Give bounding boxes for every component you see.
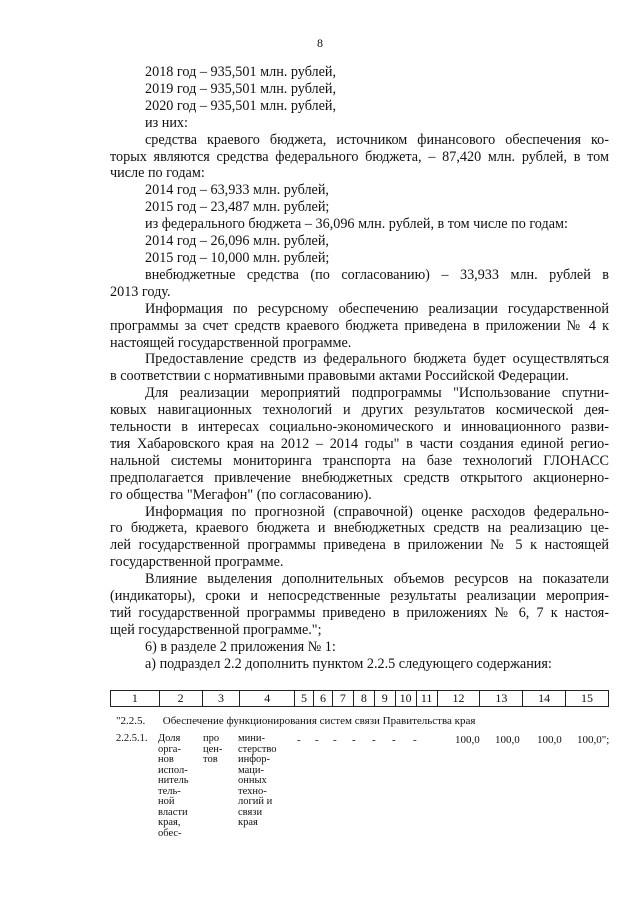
text-line: 2020 год – 935,501 млн. рублей,: [145, 97, 337, 114]
header-cell: 14: [523, 691, 566, 707]
text-line: из них:: [145, 114, 188, 131]
cell-line: техно-: [238, 785, 267, 797]
text-line: (индикаторы), сроки и непосредственные результаты реализации мероприя-: [110, 588, 609, 605]
text-line: средства краевого бюджета, источником финансового обеспечения ко-: [145, 131, 609, 148]
value-cell: 100,0: [537, 734, 562, 746]
header-cell: 5: [295, 691, 314, 707]
dash-cell: -: [315, 734, 319, 746]
text-line: щей государственной программе.";: [110, 621, 322, 638]
executor-cell: [238, 734, 288, 829]
text-line: Предоставление средств из федерального бюджета будет осуществляться: [145, 351, 609, 368]
header-cell: 10: [395, 691, 416, 707]
body-text: [110, 64, 609, 673]
text-line: программы за счет средств краевого бюджета приведена в приложении № 4 к: [110, 317, 609, 334]
text-line: Для реализации мероприятий подпрограммы "Использование спутни-: [145, 385, 609, 402]
cell-line: онных: [238, 775, 267, 786]
table-section-title: [116, 715, 475, 727]
cell-line: маци-: [238, 764, 264, 776]
text-line: 6) в разделе 2 приложения № 1:: [145, 638, 336, 655]
table-header-row: [111, 691, 609, 707]
cell-line: связи: [238, 806, 263, 818]
cell-line: тов: [203, 754, 218, 765]
text-line: предполагается привлечение внебюджетных средств открытого акционерно-: [110, 469, 609, 486]
cell-line: Доля: [158, 733, 181, 744]
section-text: Обеспечение функционирования систем связи Правительства края: [162, 715, 476, 727]
text-line: нальной системы мониторинга транспорта на базе технологий ГЛОНАСС: [110, 452, 609, 469]
header-cell: 12: [437, 691, 480, 707]
unit-cell: [203, 734, 231, 766]
header-cell: 15: [566, 691, 609, 707]
text-line: 2014 год – 63,933 млн. рублей,: [145, 182, 329, 199]
cell-line: про: [203, 733, 220, 744]
header-cell: 9: [374, 691, 395, 707]
dash-cell: -: [392, 734, 396, 746]
row-number: 2.2.5.1.: [116, 733, 148, 744]
cell-line: логий и: [238, 796, 273, 807]
header-cell: 4: [240, 691, 295, 707]
cell-line: обес-: [158, 827, 182, 839]
text-line: из федерального бюджета – 36,096 млн. рублей, в том числе по годам:: [145, 216, 568, 233]
text-line: а) подраздел 2.2 дополнить пунктом 2.2.5 следующего содержания:: [145, 655, 552, 672]
cell-line: нитель: [158, 775, 189, 786]
cell-line: края,: [158, 817, 181, 828]
value-cell: 100,0: [455, 734, 480, 746]
text-line: 2015 год – 23,487 млн. рублей;: [145, 199, 330, 216]
table-header: [110, 690, 609, 707]
cell-line: орга-: [158, 743, 181, 755]
header-cell: 2: [159, 691, 202, 707]
value-cell: 100,0";: [577, 734, 610, 746]
text-line: государственной программе.: [110, 554, 284, 571]
text-line: 2015 год – 10,000 млн. рублей;: [145, 249, 330, 266]
cell-line: края: [238, 817, 258, 828]
text-line: числе по годам:: [110, 165, 205, 182]
header-cell: 1: [111, 691, 160, 707]
cell-line: тель-: [158, 785, 181, 797]
header-cell: 7: [332, 691, 353, 707]
text-line: тия Хабаровского края на 2012 – 2014 годы" в части создания единой регио-: [110, 435, 609, 452]
header-cell: 3: [202, 691, 240, 707]
cell-line: цен-: [203, 743, 223, 755]
dash-cell: -: [413, 734, 417, 746]
dash-cell: -: [372, 734, 376, 746]
value-cell: 100,0: [495, 734, 520, 746]
header-cell: 11: [416, 691, 437, 707]
text-line: Влияние выделения дополнительных объемов ресурсов на показатели: [145, 571, 609, 588]
dash-cell: -: [297, 734, 301, 746]
text-line: Информация по прогнозной (справочной) оценке расходов федерально-: [145, 503, 609, 520]
text-line: внебюджетные средства (по согласованию) – 33,933 млн. рублей в: [145, 266, 609, 283]
section-number: "2.2.5.: [116, 715, 146, 727]
text-line: тий государственной программы приведено в приложениях № 6, 7 к настоя-: [110, 605, 609, 621]
text-line: го бюджета, краевого бюджета и внебюджетных средств на реализацию це-: [110, 520, 609, 537]
header-cell: 8: [353, 691, 374, 707]
text-line: 2018 год – 935,501 млн. рублей,: [145, 64, 337, 80]
cell-line: нов: [158, 754, 174, 765]
cell-line: мини-: [238, 733, 265, 744]
header-cell: 6: [314, 691, 333, 707]
text-line: настоящей государственной программе.: [110, 334, 352, 351]
text-line: торых являются средства федерального бюджета, – 87,420 млн. рублей, в том: [110, 148, 609, 165]
text-line: лей государственной программы приведена в приложении № 5 к настоящей: [110, 537, 609, 554]
text-line: ковых навигационных технологий и других результатов космической дея-: [110, 402, 609, 419]
text-line: 2019 год – 935,501 млн. рублей,: [145, 80, 337, 97]
text-line: 2014 год – 26,096 млн. рублей,: [145, 233, 329, 250]
text-line: 2013 году.: [110, 283, 171, 300]
header-cell: 13: [480, 691, 523, 707]
text-line: тельности в интересах социально-экономического и инновационного разви-: [110, 419, 609, 436]
dash-cell: -: [333, 734, 337, 746]
page-number: 8: [317, 36, 323, 50]
cell-line: власти: [158, 806, 188, 818]
text-line: Информация по ресурсному обеспечению реализации государственной: [145, 300, 609, 317]
cell-line: стерство: [238, 743, 277, 755]
text-line: в соответствии с нормативными правовыми актами Российской Федерации.: [110, 368, 569, 385]
text-line: го общества "Мегафон" (по согласованию).: [110, 486, 372, 503]
indicator-name-cell: [158, 734, 198, 839]
cell-line: ной: [158, 796, 175, 807]
cell-line: испол-: [158, 764, 188, 776]
dash-cell: -: [352, 734, 356, 746]
cell-line: инфор-: [238, 754, 271, 765]
